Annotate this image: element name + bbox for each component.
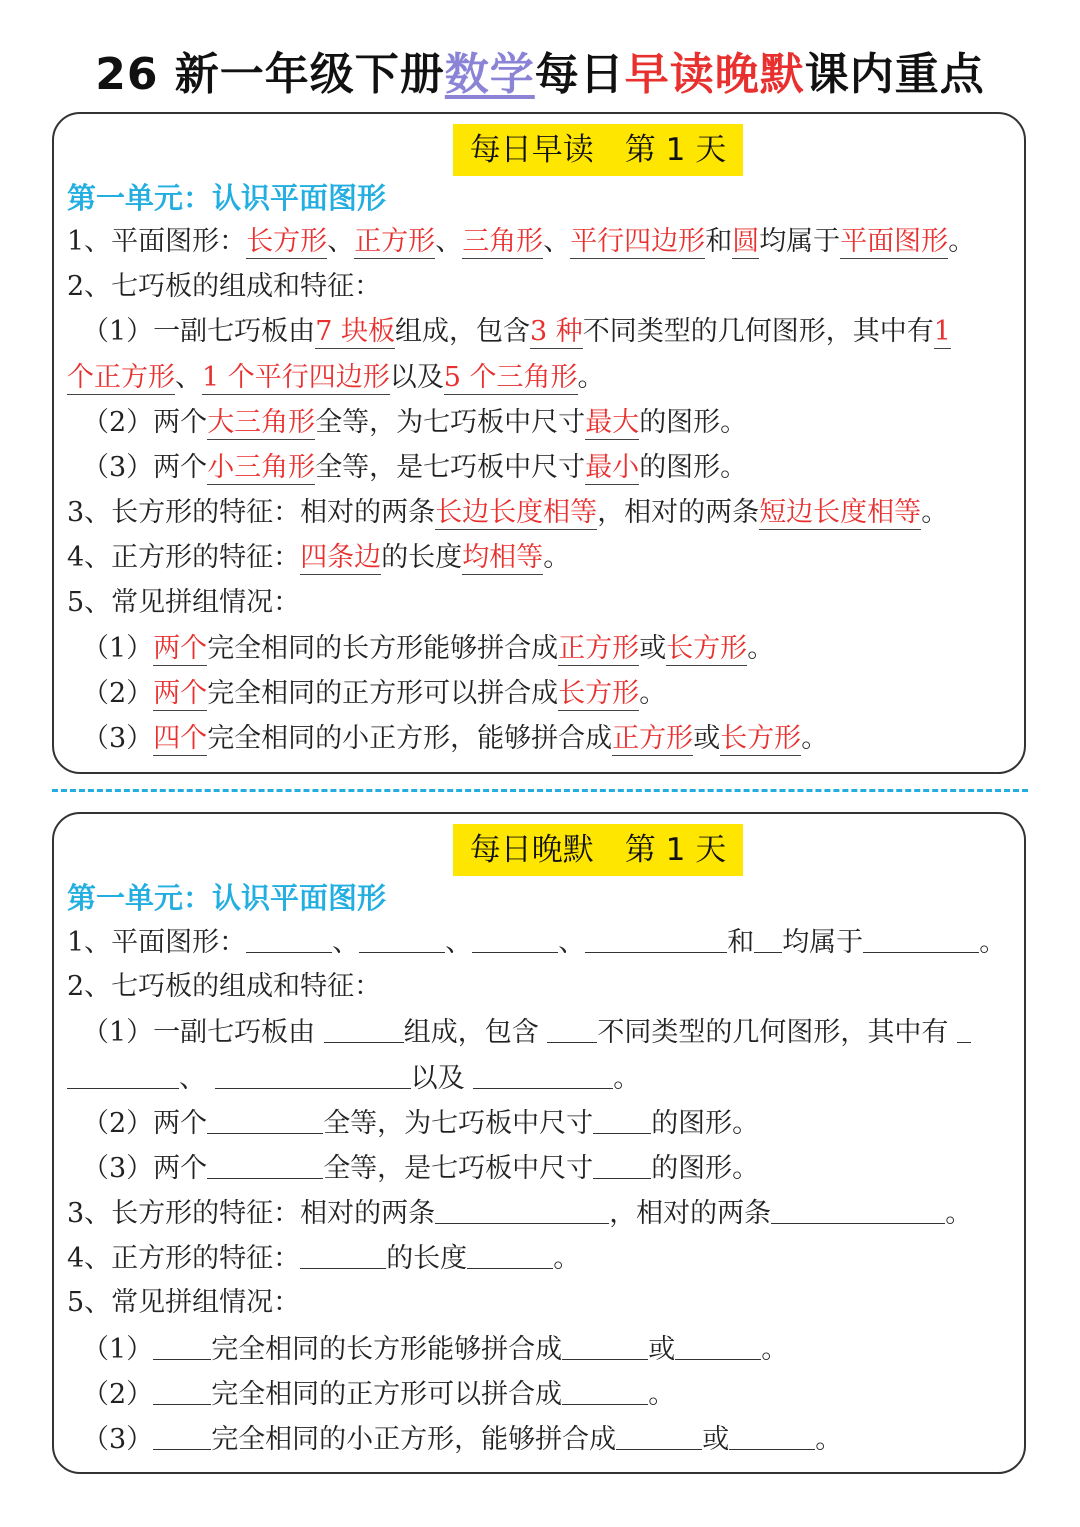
answer: 两个 [153,633,208,664]
evening-line-2: 2、七巧板的组成和特征： [67,971,382,1002]
title-reading: 早读晚默 [624,49,805,100]
blank[interactable] [729,1419,815,1450]
evening-line-1: 1、平面图形： 、 、 、 和 均属于 。 [67,922,1006,963]
answer: 个正方形 [67,362,175,393]
blank[interactable] [435,1193,609,1224]
evening-unit-title: 第一单元：认识平面图形 [67,881,387,915]
evening-line-8: 4、正方形的特征： 的长度 。 [67,1238,580,1279]
blank[interactable] [67,1058,179,1089]
blank[interactable] [207,1103,323,1134]
morning-line-9: 5、常见拼组情况： [67,587,301,618]
title-subject: 数学 [444,49,535,100]
evening-line-11: （2） 完全相同的正方形可以拼合成 。 [82,1374,675,1415]
blank[interactable] [153,1374,211,1405]
blank[interactable] [957,1012,971,1043]
blank[interactable] [562,1329,648,1360]
answer: 长方形 [666,633,748,664]
answer: 7 块板 [315,316,395,347]
blank[interactable] [207,1148,323,1179]
answer: 均相等 [462,542,544,573]
blank[interactable] [246,922,332,953]
blank[interactable] [593,1103,651,1134]
blank[interactable] [593,1148,651,1179]
answer: 5 个三角形 [443,362,578,393]
blank[interactable] [359,922,445,953]
evening-line-9: 5、常见拼组情况： [67,1287,301,1318]
answer: 三角形 [462,226,544,257]
answer: 长方形 [558,678,640,709]
answer: 短边长度相等 [759,497,922,528]
blank[interactable] [153,1419,211,1450]
morning-line-12: （3）四个完全相同的小正方形，能够拼合成正方形或长方形。 [82,723,829,754]
morning-reading-card [52,112,1026,774]
morning-line-1: 1、平面图形：长方形、正方形、三角形、平行四边形和圆均属于平面图形。 [67,226,976,257]
blank[interactable] [616,1419,702,1450]
morning-unit-title: 第一单元：认识平面图形 [67,181,387,215]
evening-line-12: （3） 完全相同的小正方形，能够拼合成 或 。 [82,1419,842,1460]
answer: 最小 [585,452,640,483]
morning-line-4: 个正方形、1 个平行四边形以及5 个三角形。 [67,362,605,393]
answer: 正方形 [354,226,436,257]
blank[interactable] [754,922,782,953]
morning-line-10: （1）两个完全相同的长方形能够拼合成正方形或长方形。 [82,633,775,664]
morning-badge: 每日早读 第 1 天 [453,124,743,176]
answer: 1 个平行四边形 [202,362,390,393]
evening-line-5: （2）两个 全等，为七巧板中尺寸 的图形。 [82,1103,759,1144]
title-daily: 每日 [534,49,625,100]
answer: 大三角形 [207,407,316,438]
title-focus: 课内重点 [804,49,985,100]
answer: 圆 [732,226,760,257]
morning-line-11: （2）两个完全相同的正方形可以拼合成长方形。 [82,678,667,709]
answer: 长边长度相等 [435,497,598,528]
evening-badge: 每日晚默 第 1 天 [453,824,743,876]
answer: 最大 [585,407,640,438]
answer: 四条边 [300,542,382,573]
morning-line-3: （1）一副七巧板由7 块板组成，包含3 种不同类型的几何图形，其中有1 [82,316,951,347]
evening-line-3: （1）一副七巧板由 组成，包含 不同类型的几何图形，其中有 [82,1012,971,1053]
morning-line-6: （3）两个小三角形全等，是七巧板中尺寸最小的图形。 [82,452,748,483]
title-grade: 26 新一年级下册 [95,49,445,100]
answer: 平面图形 [840,226,949,257]
answer: 正方形 [558,633,640,664]
answer: 长方形 [246,226,328,257]
evening-dictation-card [52,812,1026,1474]
morning-line-7: 3、长方形的特征：相对的两条长边长度相等，相对的两条短边长度相等。 [67,497,949,528]
blank[interactable] [467,1238,553,1269]
blank[interactable] [585,922,727,953]
blank[interactable] [472,922,558,953]
morning-line-8: 4、正方形的特征：四条边的长度均相等。 [67,542,571,573]
morning-line-5: （2）两个大三角形全等，为七巧板中尺寸最大的图形。 [82,407,748,438]
evening-line-10: （1） 完全相同的长方形能够拼合成 或 。 [82,1329,788,1370]
blank[interactable] [215,1058,411,1089]
blank[interactable] [324,1012,404,1043]
blank[interactable] [473,1058,613,1089]
blank[interactable] [771,1193,945,1224]
answer: 3 种 [529,316,583,347]
answer: 1 [933,316,951,347]
blank[interactable] [300,1238,386,1269]
blank[interactable] [562,1374,648,1405]
blank[interactable] [863,922,979,953]
answer: 平行四边形 [570,226,706,257]
evening-line-7: 3、长方形的特征：相对的两条 ，相对的两条 。 [67,1193,972,1234]
page-title [0,38,1080,102]
section-divider [52,789,1028,792]
answer: 两个 [153,678,208,709]
blank[interactable] [675,1329,761,1360]
blank[interactable] [547,1012,597,1043]
blank[interactable] [153,1329,211,1360]
evening-line-4: 、 以及 。 [67,1058,640,1099]
answer: 小三角形 [207,452,316,483]
answer: 四个 [153,723,208,754]
evening-line-6: （3）两个 全等，是七巧板中尺寸 的图形。 [82,1148,759,1189]
morning-line-2: 2、七巧板的组成和特征： [67,271,382,302]
answer: 正方形 [612,723,694,754]
answer: 长方形 [720,723,802,754]
